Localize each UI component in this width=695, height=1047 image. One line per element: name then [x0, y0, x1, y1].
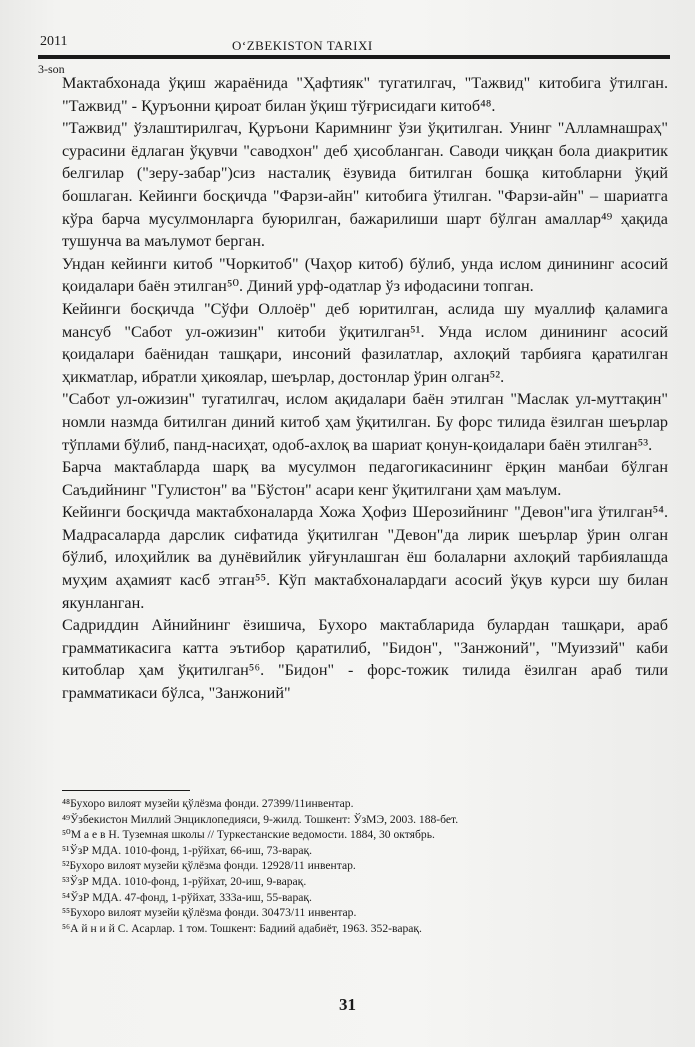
- header-rule: [38, 55, 670, 59]
- page-number: 31: [339, 995, 356, 1014]
- footnote: ⁵⁰М а е в Н. Туземная школы // Туркестанские ведомости. 1884, 30 октябрь.: [62, 828, 435, 842]
- footnote: ⁵⁵Бухоро вилоят музейи қўлёзма фонди. 30473/11 инвентар.: [62, 906, 357, 920]
- paragraph: "Тажвид" ўзлаштирилгач, Қуръони Каримнинг ўзи ўқитилган. Унинг "Алламнашраҳ" сурасини ёдлаган ўқувчи "саводхон" деб ҳисобланган. Саводи чиққан бола диакритик белгилар ("зеру-забар")сиз насталиқ ёзувида битилган бошқа китобларни ўқий бошлаган. Кейинги босқичда "Фарзи-айн" китобига ўтилган. "Фарзи-айн" – шариатга кўра барча мусулмонларга буюрилган, бажарилиши шарт бўлган амаллар⁴⁹ ҳақида тушунча ва маълумот берган.: [62, 119, 668, 251]
- footnote-separator: [62, 790, 190, 791]
- footnote: ⁵²Бухоро вилоят музейи қўлёзма фонди. 12928/11 инвентар.: [62, 859, 356, 873]
- footnote: ⁴⁸Бухоро вилоят музейи қўлёзма фонди. 27399/11инвентар.: [62, 797, 354, 810]
- paragraph: Мактабхонада ўқиш жараёнида "Ҳафтияк" тугатилгач, "Тажвид" китобига ўтилган. "Тажвид" - Қуръонни қироат билан ўқиш тўғрисидаги китоб⁴⁸.: [62, 74, 668, 115]
- paragraph: "Сабот ул-ожизин" тугатилгач, ислом ақидалари баён этилган "Маслак ул-муттақин" номли назмда битилган диний китоб ҳам ўқитилган. Бу форс тилида ёзилган шеърлар тўплами бўлиб, панд-насиҳат, одоб-ахлоқ ва шариат қонун-қоидалари баён этилган⁵³.: [62, 390, 668, 454]
- footnotes: [62, 796, 662, 936]
- paragraph: Барча мактабларда шарқ ва мусулмон педагогикасининг ёрқин манбаи бўлган Саъдийнинг "Гулистон" ва "Бўстон" асари кенг ўқитилгани ҳам маълум.: [62, 458, 668, 499]
- paragraph: Ундан кейинги китоб "Чоркитоб" (Чаҳор китоб) бўлиб, унда ислом динининг асосий қоидалари баён этилган⁵⁰. Диний урф-одатлар ўз ифодасини топган.: [62, 254, 668, 296]
- footnote: ⁵⁴ЎзР МДА. 47-фонд, 1-рўйхат, 333а-иш, 55-варақ.: [62, 890, 312, 904]
- article-body: [62, 72, 668, 705]
- footnote: ⁴⁹Ўзбекистон Миллий Энциклопедияси, 9-жилд. Тошкент: ЎзМЭ, 2003. 188-бет.: [62, 812, 459, 826]
- paragraph: Садриддин Айнийнинг ёзишича, Бухоро мактабларида булардан ташқари, араб грамматикасига катта эътибор қаратилиб, "Бидон", "Занжоний", "Муиззий" каби китоблар ҳам ўқитилган⁵⁶. "Бидон" - форс-тожик тилида ёзилган араб тили грамматикаси бўлса, "Занжоний": [62, 616, 668, 703]
- header-journal-title: O‘ZBEKISTON TARIXI: [232, 38, 373, 53]
- footnote: ⁵³ЎзР МДА. 1010-фонд, 1-рўйхат, 20-иш, 9-варақ.: [62, 874, 307, 888]
- footnote: ⁵⁶А й н и й С. Асарлар. 1 том. Тошкент: Бадиий адабиёт, 1963. 352-варақ.: [62, 921, 422, 935]
- paragraph: Кейинги босқичда "Сўфи Оллоёр" деб юритилган, аслида шу муаллиф қаламига мансуб "Сабот ул-ожизин" китоби ўқитилган⁵¹. Унда ислом динининг асосий қоидалари баёнидан ташқари, инсоний фазилатлар, ахлоқий тарбияга қаратилган ҳикматлар, ибратли ҳикоялар, шеърлар, достонлар ўрин олган⁵².: [62, 299, 668, 386]
- header-year: 2011: [40, 34, 68, 49]
- footnote: ⁵¹ЎзР МДА. 1010-фонд, 1-рўйхат, 66-иш, 73-варақ.: [62, 843, 313, 857]
- header-issue: 3-son: [38, 62, 65, 76]
- paragraph: Кейинги босқичда мактабхоналарда Хожа Ҳофиз Шерозийнинг "Девон"ига ўтилган⁵⁴. Мадрасаларда дарслик сифатида ўқитилган "Девон"да лирик шеърлар ўрин олган бўлиб, илоҳийлик ва дунёвийлик уйғунлашган ёш болаларни ахлоқий тарбиялашда муҳим аҳамият касб этган⁵⁵. Кўп мактабхоналардаги асосий ўқув курси шу билан якунланган.: [62, 503, 668, 612]
